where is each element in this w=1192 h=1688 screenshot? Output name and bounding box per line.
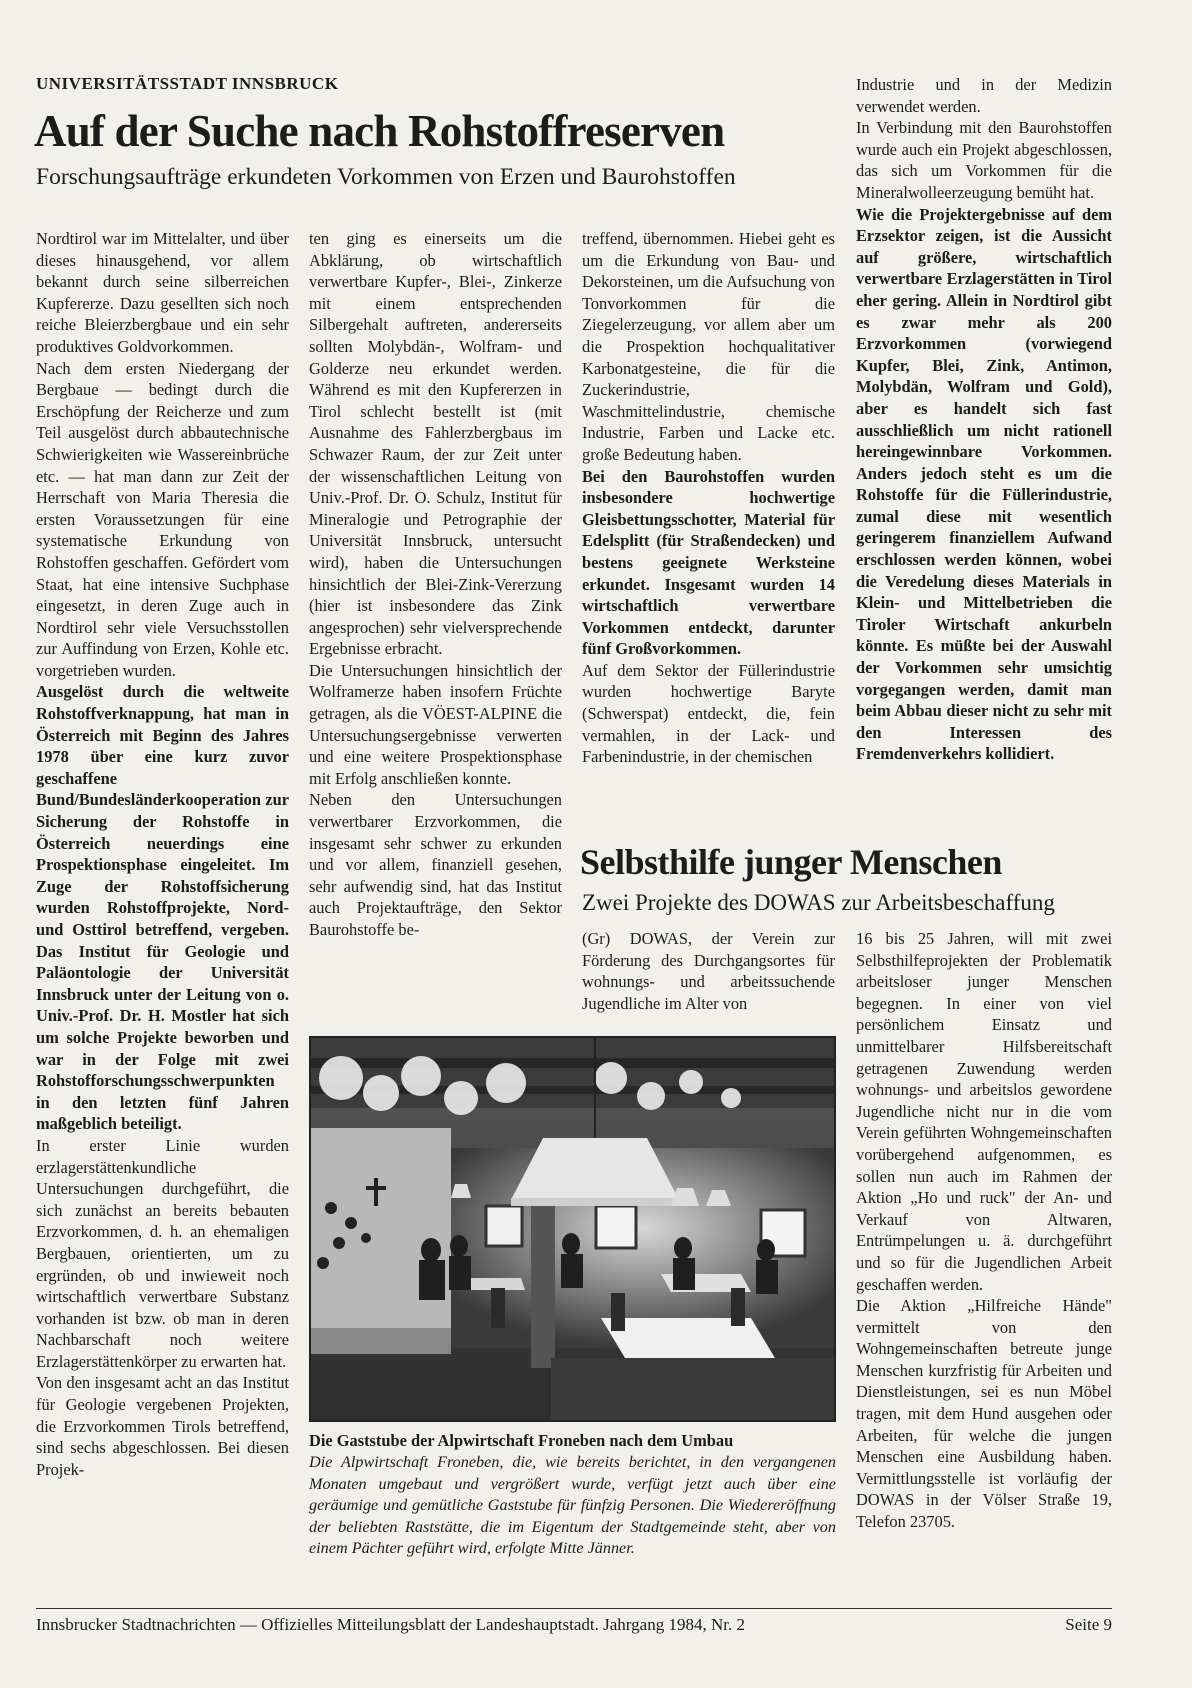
photo-illustration [311, 1038, 834, 1420]
photo-caption-title: Die Gaststube der Alpwirtschaft Froneben nach dem Umbau [309, 1431, 734, 1450]
article2-subheadline: Zwei Projekte des DOWAS zur Arbeitsbeschaffung [582, 890, 1055, 915]
article2-headline: Selbsthilfe junger Menschen [580, 842, 1002, 882]
footer-rule [36, 1608, 1112, 1609]
paragraph: 16 bis 25 Jahren, will mit zwei Selbsthilfeprojekten der Problematik arbeitsloser junger Menschen begegnen. In einer von viel persönlichem Einsatz und unmittelbarer Hilfsbereitschaft getragenen Zuwendung werden wohnungs- und arbeitslos gewordene Jugendliche nicht nur in die vom Verein geführten Wohngemeinschaften vorübergehend aufgenommen, es sollen nun auch im Rahmen der Aktion „Ho und ruck" der An- und Verkauf von Altwaren, Entrümpelungen u. ä. durchgeführt und so für die Jugendlichen Arbeit geschaffen werden. [856, 929, 1112, 1294]
article-column-1 [36, 228, 289, 1480]
article2-column-1 [582, 928, 835, 1014]
footer [36, 1614, 1112, 1636]
paragraph: treffend, übernommen. Hiebei geht es um die Erkundung von Bau- und Dekorsteinen, um die Aufsuchung von Tonvorkommen für die Ziegelerzeugung, vor allem aber um die Prospektion hochqualitativer Karbonatgesteine, die für die Zuckerindustrie, Waschmittelindustrie, chemische Industrie, Farben und Lacke etc. große Bedeutung haben. [582, 229, 835, 464]
paragraph-bold: Ausgelöst durch die weltweite Rohstoffverknappung, hat man in Österreich mit Beginn des Jahres 1978 über eine kurz zuvor geschaffene Bund/Bundesländerkooperation zur Sicherung der Rohstoffe in Österreich neuerdings eine Prospektionsphase eingeleitet. Im Zuge der Rohstoffsicherung wurden Rohstoffprojekte, Nord- und Osttirol betreffend, vergeben. Das Institut für Geologie und Paläontologie der Universität Innsbruck unter der Leitung von o. Univ.-Prof. Dr. H. Mostler hat sich um solche Projekte beworben und war in der Folge mit zwei Rohstofforschungsschwerpunkten in den letzten fünf Jahren maßgeblich beteiligt. [36, 682, 289, 1134]
paragraph-bold: Bei den Baurohstoffen wurden insbesondere hochwertige Gleisbettungsschotter, Material für Edelsplitt (für Straßendecken) und bestens geeignete Werksteine erkundet. Insgesamt wurden 14 wirtschaftlich verwertbare Vorkommen entdeckt, darunter fünf Großvorkommen. [582, 466, 835, 659]
article-column-2 [309, 228, 562, 941]
page-number: Seite 9 [1065, 1615, 1112, 1634]
subheadline: Forschungsaufträge erkundeten Vorkommen von Erzen und Baurohstoffen [36, 164, 736, 190]
paragraph: Die Untersuchungen hinsichtlich der Wolframerze haben insofern Früchte getragen, als die VÖEST-ALPINE die Untersuchungsergebnisse verwerten und eine weitere Prospektionsphase mit Erfolg anschließen konnte. [309, 660, 562, 788]
paragraph: In erster Linie wurden erzlagerstättenkundliche Untersuchungen durchgeführt, die sich zunächst an bereits bebauten Erzvorkommen, d. h. an ehemaligen Bergbauen, orientierten, um zu ergründen, ob und inwieweit noch wirtschaftlich verwertbare Substanz vorhanden ist bzw. ob man in deren Nachbarschaft noch weitere Erzlagerstättenkörper zu erwarten hat. [36, 1135, 289, 1371]
paragraph-bold: Wie die Projektergebnisse auf dem Erzsektor zeigen, ist die Aussicht auf größere, wirtschaftlich verwertbare Erzlagerstätten in Tirol eher gering. Allein in Nordtirol gibt es zwar mehr als 200 Erzvorkommen (vorwiegend Kupfer, Blei, Zink, Antimon, Molybdän, Wolfram und Gold), aber es handelt sich fast ausschließlich um nicht rationell hereingewinnbare Vorkommen. Anders jedoch steht es um die Rohstoffe für die Füllerindustrie, zumal diese mit wesentlich geringerem finanziellem Aufwand erschlossen werden können, wobei die Veredelung dieses Materials in Klein- und Mittelbetrieben die Tiroler Wirtschaft ankurbeln könnte. Es müßte bei der Auswahl der Vorkommen sehr umsichtig vorgegangen werden, damit man beim Abbau dieser nicht zu sehr mit den Interessen des Fremdenverkehrs kollidiert. [856, 204, 1112, 764]
paragraph: Industrie und in der Medizin verwendet werden. [856, 75, 1112, 116]
paragraph: Die Aktion „Hilfreiche Hände" vermittelt von den Wohngemeinschaften betreute junge Menschen kurzfristig für Arbeiten und Dienstleistungen, sei es nun Möbel tragen, mit dem Hund ausgehen oder Arbeiten, für welche die jungen Menschen eine Ausbildung haben. Vermittlungsstelle ist vorläufig der DOWAS in der Völser Straße 19, Telefon 23705. [856, 1296, 1112, 1532]
paragraph: (Gr) DOWAS, der Verein zur Förderung des Durchgangsortes für wohnungs- und arbeitssuchende Jugendliche im Alter von [582, 929, 835, 1013]
paragraph: Von den insgesamt acht an das Institut für Geologie vergebenen Projekten, die Erzvorkommen Tirols betreffend, sind sechs abgeschlossen. Bei diesen Projek- [36, 1373, 289, 1479]
paragraph: In Verbindung mit den Baurohstoffen wurde auch ein Projekt abgeschlossen, das sich um Vorkommen für die Mineralwolleerzeugung bemüht hat. [856, 118, 1112, 202]
article2-column-2 [856, 928, 1112, 1533]
paragraph: Nach dem ersten Niedergang der Bergbaue — bedingt durch die Erschöpfung der Reicherze und zum Teil ausgelöst durch abbautechnische Schwierigkeiten wie Wassereinbrüche etc. — hat man dann zur Zeit der Herrschaft von Maria Theresia die ersten Voraussetzungen für eine systematische Erkundung von Rohstoffen geschaffen. Gefördert vom Staat, hat eine intensive Suchphase eingesetzt, in deren Zuge auch in Nordtirol sehr viele Versuchsstollen zur Auffindung von Erzen, Kohle etc. vorgetrieben wurden. [36, 358, 289, 680]
paragraph: Neben den Untersuchungen verwertbarer Erzvorkommen, die insgesamt sehr schwer zu erkunden und vor allem, finanziell gesehen, sehr aufwendig sind, hat das Institut auch Projektaufträge, den Sektor Baurohstoffe be- [309, 790, 562, 939]
headline: Auf der Suche nach Rohstoffreserven [34, 106, 725, 156]
photo-gaststube [309, 1036, 836, 1422]
kicker: UNIVERSITÄTSSTADT INNSBRUCK [36, 74, 339, 93]
paragraph: Auf dem Sektor der Füllerindustrie wurden hochwertige Baryte (Schwerspat) entdeckt, die, fein vermahlen, in der Lack- und Farbenindustrie, in der chemischen [582, 660, 835, 767]
article-column-4 [856, 74, 1112, 765]
paragraph: ten ging es einerseits um die Abklärung, ob wirtschaftlich verwertbare Kupfer-, Blei-, Zinkerze mit einem entsprechenden Silbergehalt auftreten, andererseits sollten Molybdän-, Wolfram- und Golderze neu erkundet werden. Während es mit den Kupfererzen in Tirol schlecht bestellt ist (mit Ausnahme des Fahlerzbergbaus im Schwazer Raum, der zur Zeit unter der wissenschaftlichen Leitung von Univ.-Prof. Dr. O. Schulz, Institut für Mineralogie und Petrographie der Universität Innsbruck, untersucht wird), haben die Untersuchungen hinsichtlich der Blei-Zink-Vererzung (hier ist insbesondere das Zink angesprochen) sehr vielversprechende Ergebnisse erbracht. [309, 229, 562, 659]
article-column-3 [582, 228, 835, 768]
paragraph: Nordtirol war im Mittelalter, und über dieses hinausgehend, vor allem bekannt durch seine silberreichen Kupfererze. Dazu gesellten sich noch reiche Bleierzbergbaue und ein sehr produktives Goldvorkommen. [36, 229, 289, 356]
footer-publication: Innsbrucker Stadtnachrichten — Offizielles Mitteilungsblatt der Landeshauptstadt. Jahrgang 1984, Nr. 2 [36, 1615, 745, 1634]
photo-caption: Die Alpwirtschaft Froneben, die, wie bereits berichtet, in den vergangenen Monaten umgebaut und vergrößert wurde, verfügt jetzt auch über eine geräumige und gemütliche Gaststube für fünfzig Personen. Die Wiedereröffnung der beliebten Raststätte, die im Eigentum der Stadtgemeinde steht, aber von einem Pächter geführt wird, erfolgte Mitte Jänner. [309, 1453, 836, 1558]
